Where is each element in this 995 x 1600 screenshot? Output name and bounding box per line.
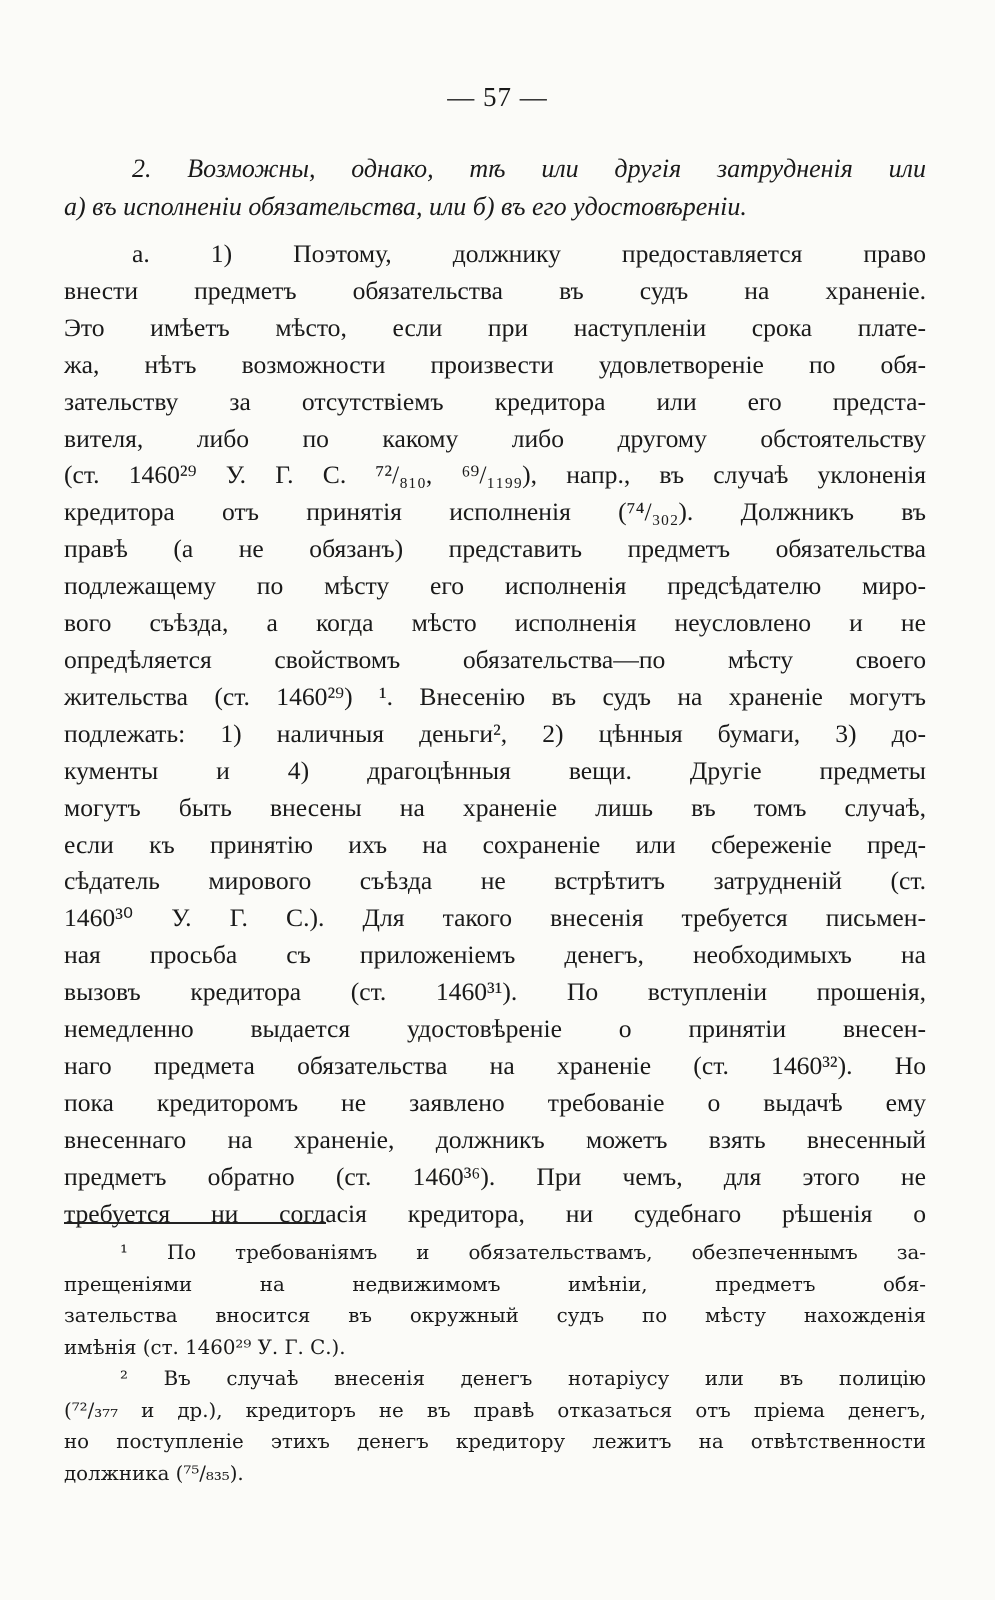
body-line: требуется ни согласія кредитора, ни судебнаго рѣшенія о bbox=[64, 1198, 926, 1228]
body-line: опредѣляется свойствомъ обязательства—по мѣсту своего bbox=[64, 644, 926, 674]
footnote-divider bbox=[64, 1222, 326, 1224]
body-line: если къ принятію ихъ на сохраненіе или сбереженіе пред- bbox=[64, 829, 926, 859]
body-line: вого съѣзда, а когда мѣсто исполненія неусловлено и не bbox=[64, 608, 926, 638]
body-paragraph bbox=[64, 236, 926, 1232]
body-line: немедленно выдается удостовѣреніе о принятіи внесен- bbox=[64, 1014, 926, 1044]
body-line: внесеннаго на храненіе, должникъ можетъ взять внесенный bbox=[64, 1124, 926, 1154]
body-line: наго предмета обязательства на храненіе (ст. 1460³²). Но bbox=[64, 1050, 926, 1080]
body-line: вызовъ кредитора (ст. 1460³¹). По вступленіи прошенія, bbox=[64, 977, 926, 1007]
body-line: ная просьба съ приложеніемъ денегъ, необходимыхъ на bbox=[64, 940, 926, 970]
body-line: зательству за отсутствіемъ кредитора или его предста- bbox=[64, 386, 926, 416]
page-number: — 57 — bbox=[447, 82, 548, 112]
footnote-line: ¹ По требованіямъ и обязательствамъ, обезпеченнымъ за- bbox=[120, 1241, 926, 1264]
body-line: 1460³⁰ У. Г. С.). Для такого внесенія требуется письмен- bbox=[64, 903, 926, 933]
footnotes bbox=[64, 1237, 926, 1489]
body-line: а. 1) Поэтому, должнику предоставляется право bbox=[132, 239, 926, 268]
body-line: вителя, либо по какому либо другому обстоятельству bbox=[64, 423, 926, 453]
body-line: подлежать: 1) наличныя деньги², 2) цѣнныя бумаги, 3) до- bbox=[64, 718, 926, 748]
body-line: жительства (ст. 1460²⁹) ¹. Внесенію въ судъ на храненіе могутъ bbox=[64, 681, 926, 711]
footnote-line: зательства вносится въ окружный судъ по мѣсту нахожденія bbox=[64, 1304, 926, 1327]
body-line: подлежащему по мѣсту его исполненія предсѣдателю миро- bbox=[64, 571, 926, 601]
body-line: Это имѣетъ мѣсто, если при наступленіи срока плате- bbox=[64, 312, 926, 342]
heading-line: а) въ исполненіи обязательства, или б) въ его удостовѣреніи. bbox=[64, 192, 747, 221]
footnote-line: но поступленіе этихъ денегъ кредитору лежитъ на отвѣтственности bbox=[64, 1430, 926, 1453]
footnote-line: должника (⁷⁵/₈₃₅). bbox=[64, 1461, 244, 1485]
heading-line: 2. Возможны, однако, тѣ или другія затрудненія или bbox=[132, 154, 926, 183]
body-line: кредитора отъ принятія исполненія (⁷⁴/₃₀₂). Должникъ въ bbox=[64, 497, 926, 527]
footnote-line: ² Въ случаѣ внесенія денегъ нотаріусу или въ полицію bbox=[120, 1367, 926, 1390]
body-line: кументы и 4) драгоцѣнныя вещи. Другіе предметы bbox=[64, 755, 926, 785]
footnote-line: прещеніями на недвижимомъ имѣніи, предметъ обя- bbox=[64, 1272, 926, 1296]
footnote-line: (⁷²/₃₇₇ и др.), кредиторъ не въ правѣ отказаться отъ пріема денегъ, bbox=[64, 1398, 926, 1422]
body-line: жа, нѣтъ возможности произвести удовлетвореніе по обя- bbox=[64, 349, 926, 379]
body-line: (ст. 1460²⁹ У. Г. С. ⁷²/₈₁₀, ⁶⁹/₁₁₉₉), напр., въ случаѣ уклоненія bbox=[64, 460, 926, 490]
body-line: могутъ быть внесены на храненіе лишь въ томъ случаѣ, bbox=[64, 792, 926, 822]
footnote-line: имѣнія (ст. 1460²⁹ У. Г. С.). bbox=[64, 1335, 346, 1359]
body-line: сѣдатель мирового съѣзда не встрѣтитъ затрудненій (ст. bbox=[64, 866, 926, 896]
body-line: внести предметъ обязательства въ судъ на храненіе. bbox=[64, 275, 926, 305]
body-line: предметъ обратно (ст. 1460³⁶). При чемъ, для этого не bbox=[64, 1161, 926, 1191]
body-line: правѣ (а не обязанъ) представить предметъ обязательства bbox=[64, 534, 926, 564]
section-heading bbox=[64, 150, 926, 226]
body-line: пока кредиторомъ не заявлено требованіе о выдачѣ ему bbox=[64, 1087, 926, 1117]
